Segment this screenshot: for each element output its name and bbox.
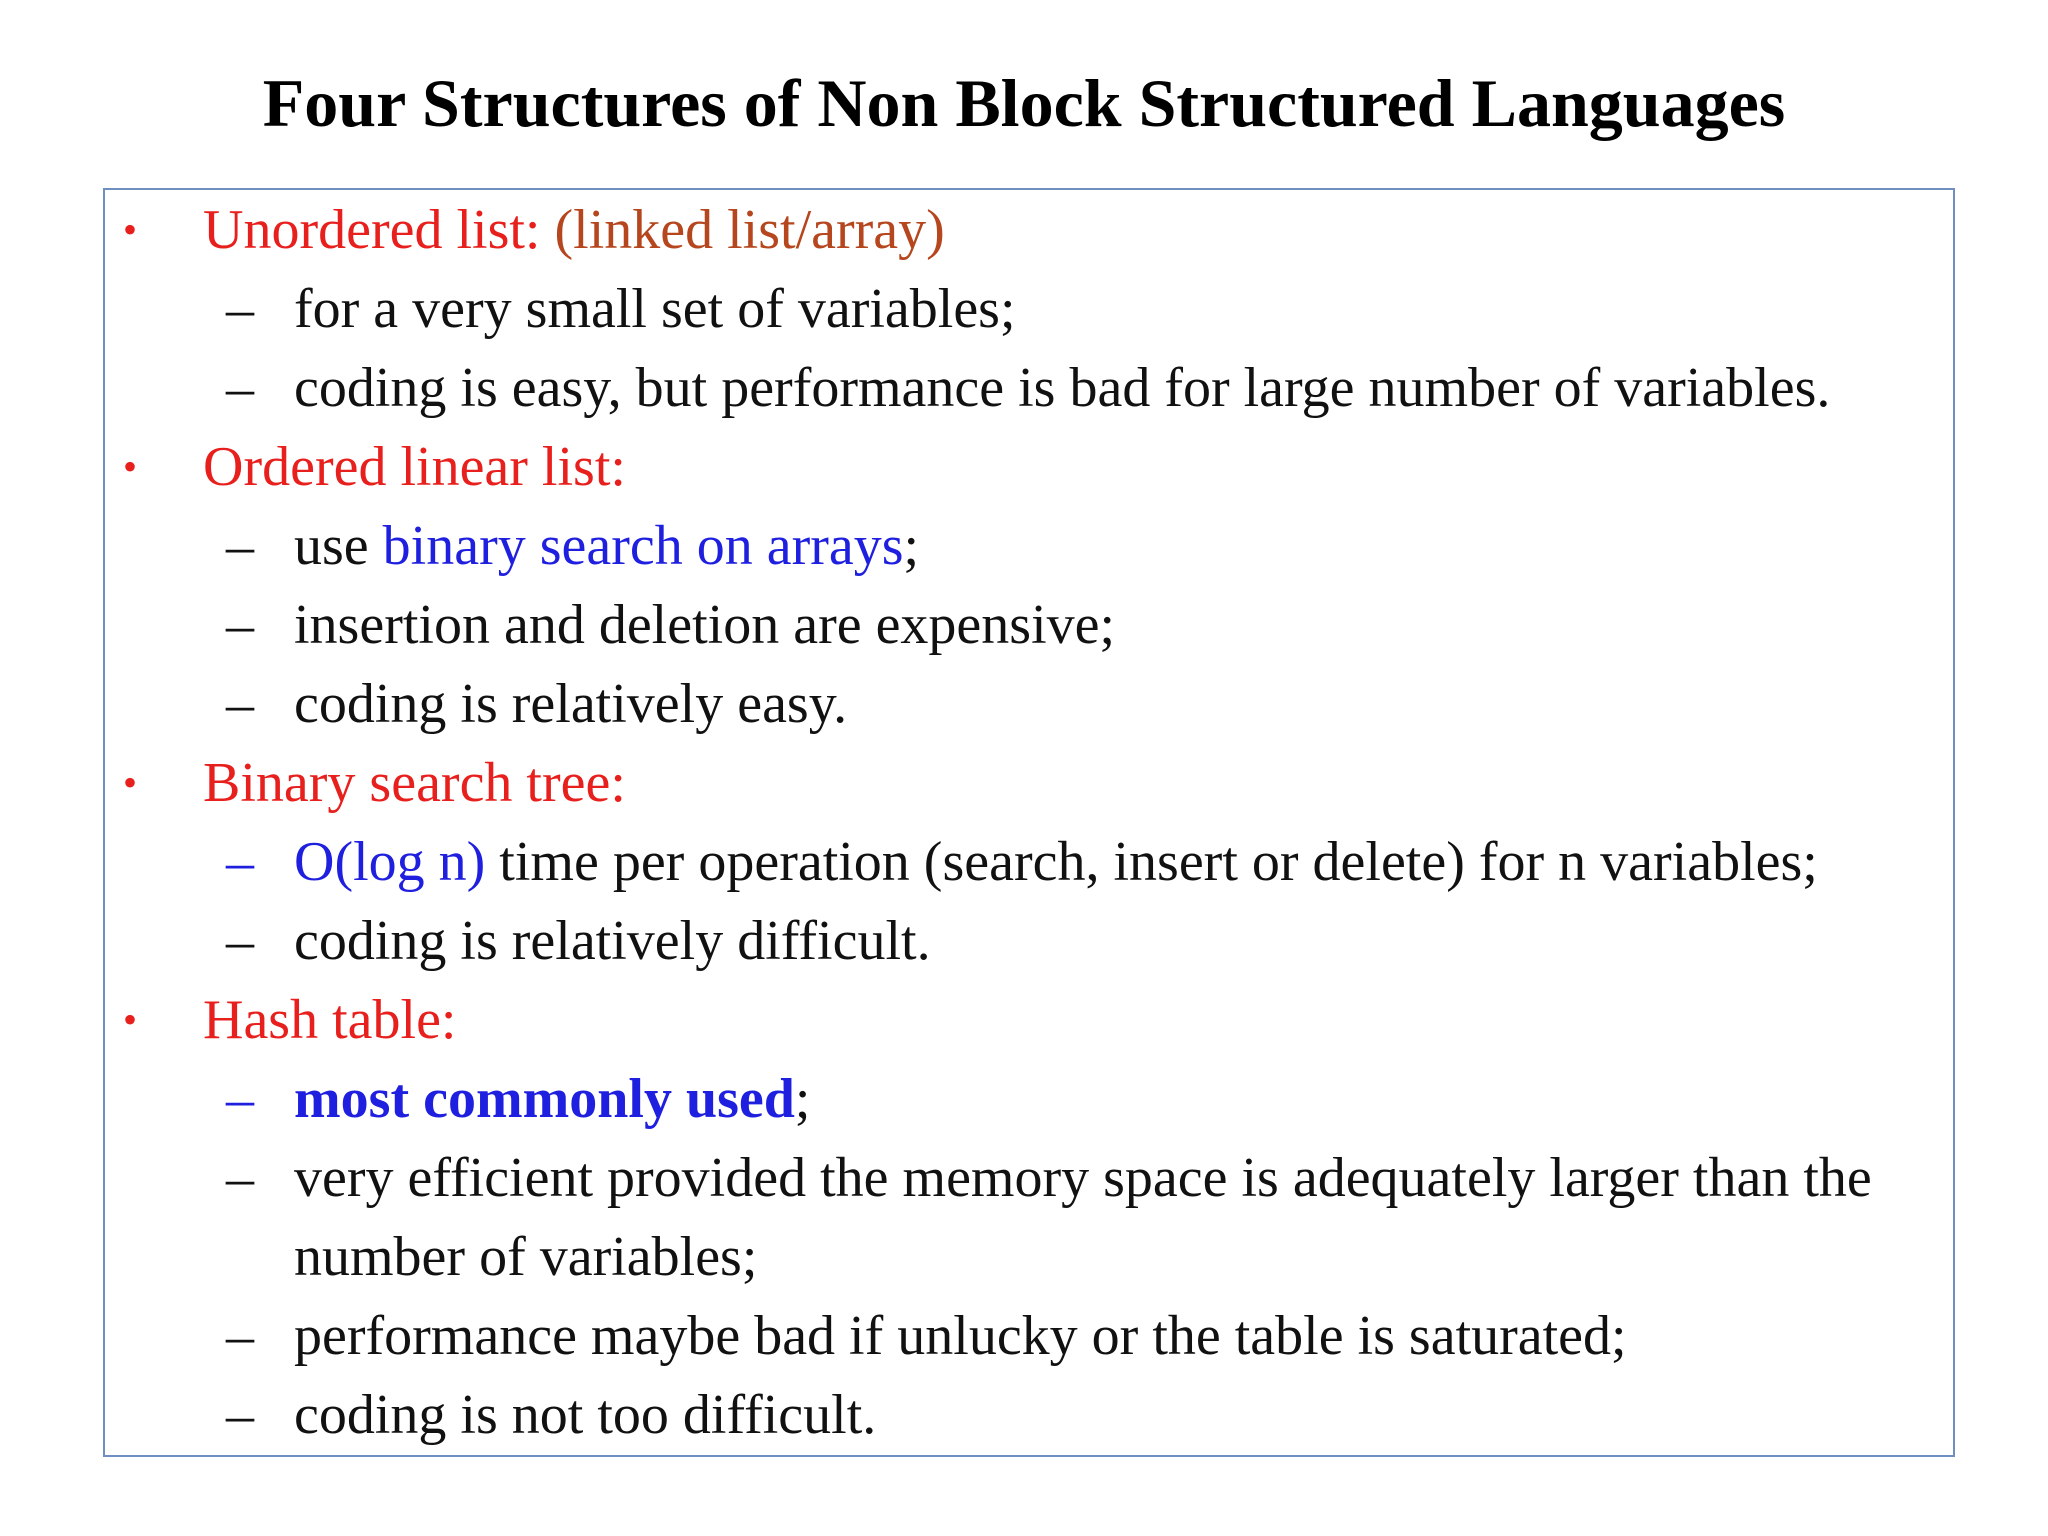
- highlight-text: O(log n): [294, 831, 486, 893]
- section-label: Hash table:: [203, 989, 457, 1051]
- sub-item-text: for a very small set of variables;: [294, 278, 1016, 340]
- section-label: Unordered list:: [203, 199, 541, 261]
- sub-item-text: coding is not too difficult.: [294, 1384, 877, 1446]
- dash-marker: –: [226, 515, 254, 577]
- sub-item-text: number of variables;: [294, 1226, 758, 1288]
- section-note: (linked list/array): [554, 199, 945, 261]
- dash-marker: –: [226, 1147, 254, 1209]
- sub-item-text: coding is relatively difficult.: [294, 910, 931, 972]
- content-box: [103, 188, 1955, 1457]
- dash-marker: –: [226, 1305, 254, 1367]
- sub-item-text: [294, 1060, 810, 1138]
- section-heading: [203, 191, 945, 269]
- text-after: time per operation (search, insert or delete) for n variables;: [485, 831, 1818, 893]
- sub-item-text: [294, 823, 1818, 901]
- text-after: ;: [794, 1068, 811, 1130]
- bullet-marker: •: [123, 997, 138, 1042]
- dash-marker: –: [226, 673, 254, 735]
- text-after: ;: [903, 515, 920, 577]
- dash-marker: –: [226, 831, 254, 893]
- section-label: Ordered linear list:: [203, 436, 626, 498]
- sub-item-text: performance maybe bad if unlucky or the table is saturated;: [294, 1305, 1627, 1367]
- section-label: Binary search tree:: [203, 752, 626, 814]
- dash-marker: –: [226, 278, 254, 340]
- dash-marker: –: [226, 594, 254, 656]
- sub-item-text: coding is relatively easy.: [294, 673, 848, 735]
- dash-marker: –: [226, 1068, 254, 1130]
- sub-item-text: insertion and deletion are expensive;: [294, 594, 1116, 656]
- text-before: use: [294, 515, 383, 577]
- slide-title: Four Structures of Non Block Structured Languages: [262, 65, 1786, 141]
- dash-marker: –: [226, 357, 254, 419]
- dash-marker: –: [226, 910, 254, 972]
- dash-marker: –: [226, 1384, 254, 1446]
- sub-item-text: coding is easy, but performance is bad for large number of variables.: [294, 357, 1831, 419]
- highlight-text: most commonly used: [294, 1068, 795, 1130]
- bullet-marker: •: [123, 760, 138, 805]
- sub-item-text: [294, 507, 919, 585]
- bullet-marker: •: [123, 444, 138, 489]
- sub-item-text: very efficient provided the memory space is adequately larger than the: [294, 1147, 1872, 1209]
- highlight-text: binary search on arrays: [382, 515, 904, 577]
- bullet-marker: •: [123, 207, 138, 252]
